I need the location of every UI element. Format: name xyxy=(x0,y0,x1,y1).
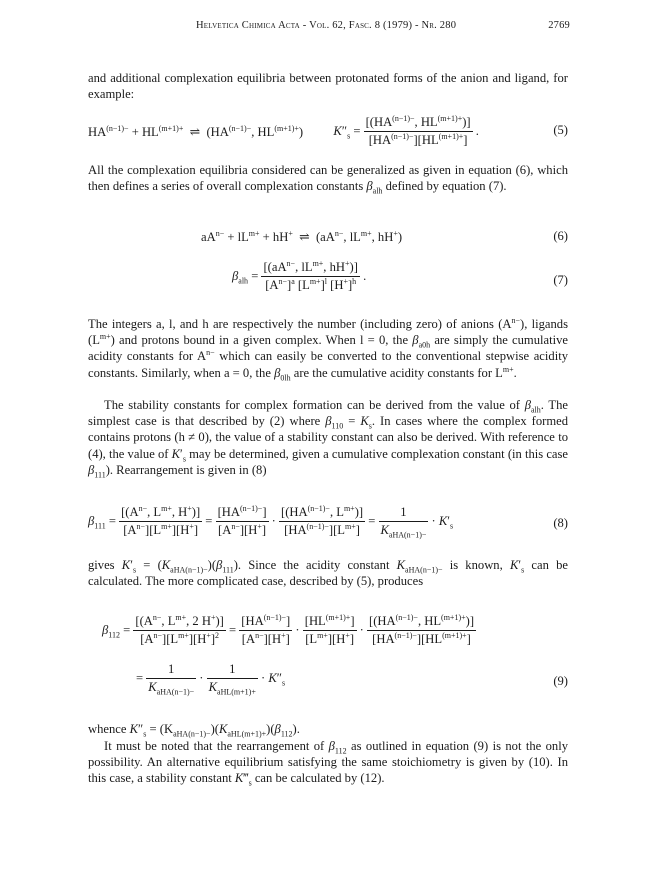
page-number: 2769 xyxy=(548,20,570,31)
journal-title: Helvetica Chimica Acta - Vol. 62, Fasc. 8 (1979) - Nr. 280 xyxy=(196,20,457,31)
paragraph-6: whence $K''_s = (K_{aHA(n-1)-})(K_{aHL(m+1)+})(\beta_{112})$. xyxy=(88,722,300,739)
equation-number-5: (5) xyxy=(553,123,568,137)
equation-number-7: (7) xyxy=(553,273,568,287)
paragraph-2: All the complexation equilibria considered can be generalized as given in equation (6), which then defines a series of overall complexation constants $\beta_{alh}$ defined by equation (7). xyxy=(88,163,568,196)
equation-number-6: (6) xyxy=(553,229,568,243)
paragraph-3: The integers a, l, and h are respectively the number (including zero) of anions $(A^{n-})$, ligands $(L^{m+})$ and protons bound in a given complex. When l = 0, the $\beta_{a0h}$ are simply the cumulative acidity constants for $A^{n-}$ which can easily be converted to the conventional stepwise acidity constants. Similarly, when a = 0, the $\beta_{0lh}$ are the cumulative acidity constants for $L^{m+}$. xyxy=(88,315,569,383)
equation-8: $\beta_{111}$ = $\frac{[(A^{n-}, L^{m+}, H^+)]}{[A^{n-}][L^{m+}][H^+]}$ = $\frac{[HA^{(n-1)-}]}{[A^{n-}][H^+]}$ · $\frac{[(HA^{(n-1)-}, L^{m+})]}{[HA^{(n-1)-}][L^{m+}]}$ = $\frac{1}{K_{aHA(n-1)-}}$ · $K'_s$ xyxy=(88,503,454,540)
equation-number-8: (8) xyxy=(553,516,568,530)
equation-5: $HA^{(n-1)-} + HL^{(m+1)+}$ ⇌ ($HA^{(n-1)-}$, $HL^{(m+1)+}$) $K''_s$ = $\frac{[(HA^{(n-1)-}, HL^{(m+1)+})]}{[HA^{(n-1)-}][HL^{(m+1)+}]}$ . xyxy=(88,113,479,147)
paragraph-1: and additional complexation equilibria between protonated forms of the anion and ligand, for example: xyxy=(88,71,568,102)
equation-9-line-1: $\beta_{112}$ = $\frac{[(A^{n-}, L^{m+}, 2 H^+)]}{[A^{n-}][L^{m+}][H^+]^2}$ = $\frac{[HA^{(n-1)-}]}{[A^{n-}][H^+]}$ · $\frac{[HL^{(m+1)+}]}{[L^{m+}][H^+]}$ · $\frac{[(HA^{(n-1)-}, HL^{(m+1)+})]}{[HA^{(n-1)-}][HL^{(m+1)+}]}$ xyxy=(102,612,475,646)
equation-7: $\beta_{alh}$ = $\frac{[(aA^{n-}, lL^{m+}, hH^+)]}{[A^{n-}]^a [L^{m+}]^l [H^+]^h}$ . xyxy=(232,258,367,292)
paragraph-7: It must be noted that the rearrangement of $\beta_{112}$ as outlined in equation (9) is not the only possibility. An alternative equilibrium satisfying the same stoichiometry is given by (10). In this case, a stability constant $K‴_s$ can be calculated by (12). xyxy=(88,739,568,788)
paragraph-4: The stability constants for complex formation can be derived from the value of $\beta_{alh}$. The simplest case is that described by (2) where $\beta_{110} = K_s$. In cases where the complex formed contains protons (h ≠ 0), the value of a stability constant can also be derived. With reference to (4), the value of $K'_s$ may be determined, given a cumulative complexation constant (in this case $\beta_{111}$). Rearrangement is given in (8) xyxy=(88,398,569,480)
equation-number-9: (9) xyxy=(553,674,568,688)
paragraph-5: gives $K'_s = (K_{aHA(n-1)-})(\beta_{111})$. Since the acidity constant $K_{aHA(n-1)-}$ is known, $K'_s$ can be calculated. The more complicated case, described by (5), produces xyxy=(88,558,568,589)
equation-9-line-2: = $\frac{1}{K_{aHA(n-1)-}}$ · $\frac{1}{K_{aHL(m+1)+}}$ · $K''_s$ xyxy=(136,662,286,697)
equation-6: $aA^{n-} + lL^{m+} + hH^+$ ⇌ ($aA^{n-}$, $lL^{m+}$, hH+) xyxy=(201,228,403,244)
